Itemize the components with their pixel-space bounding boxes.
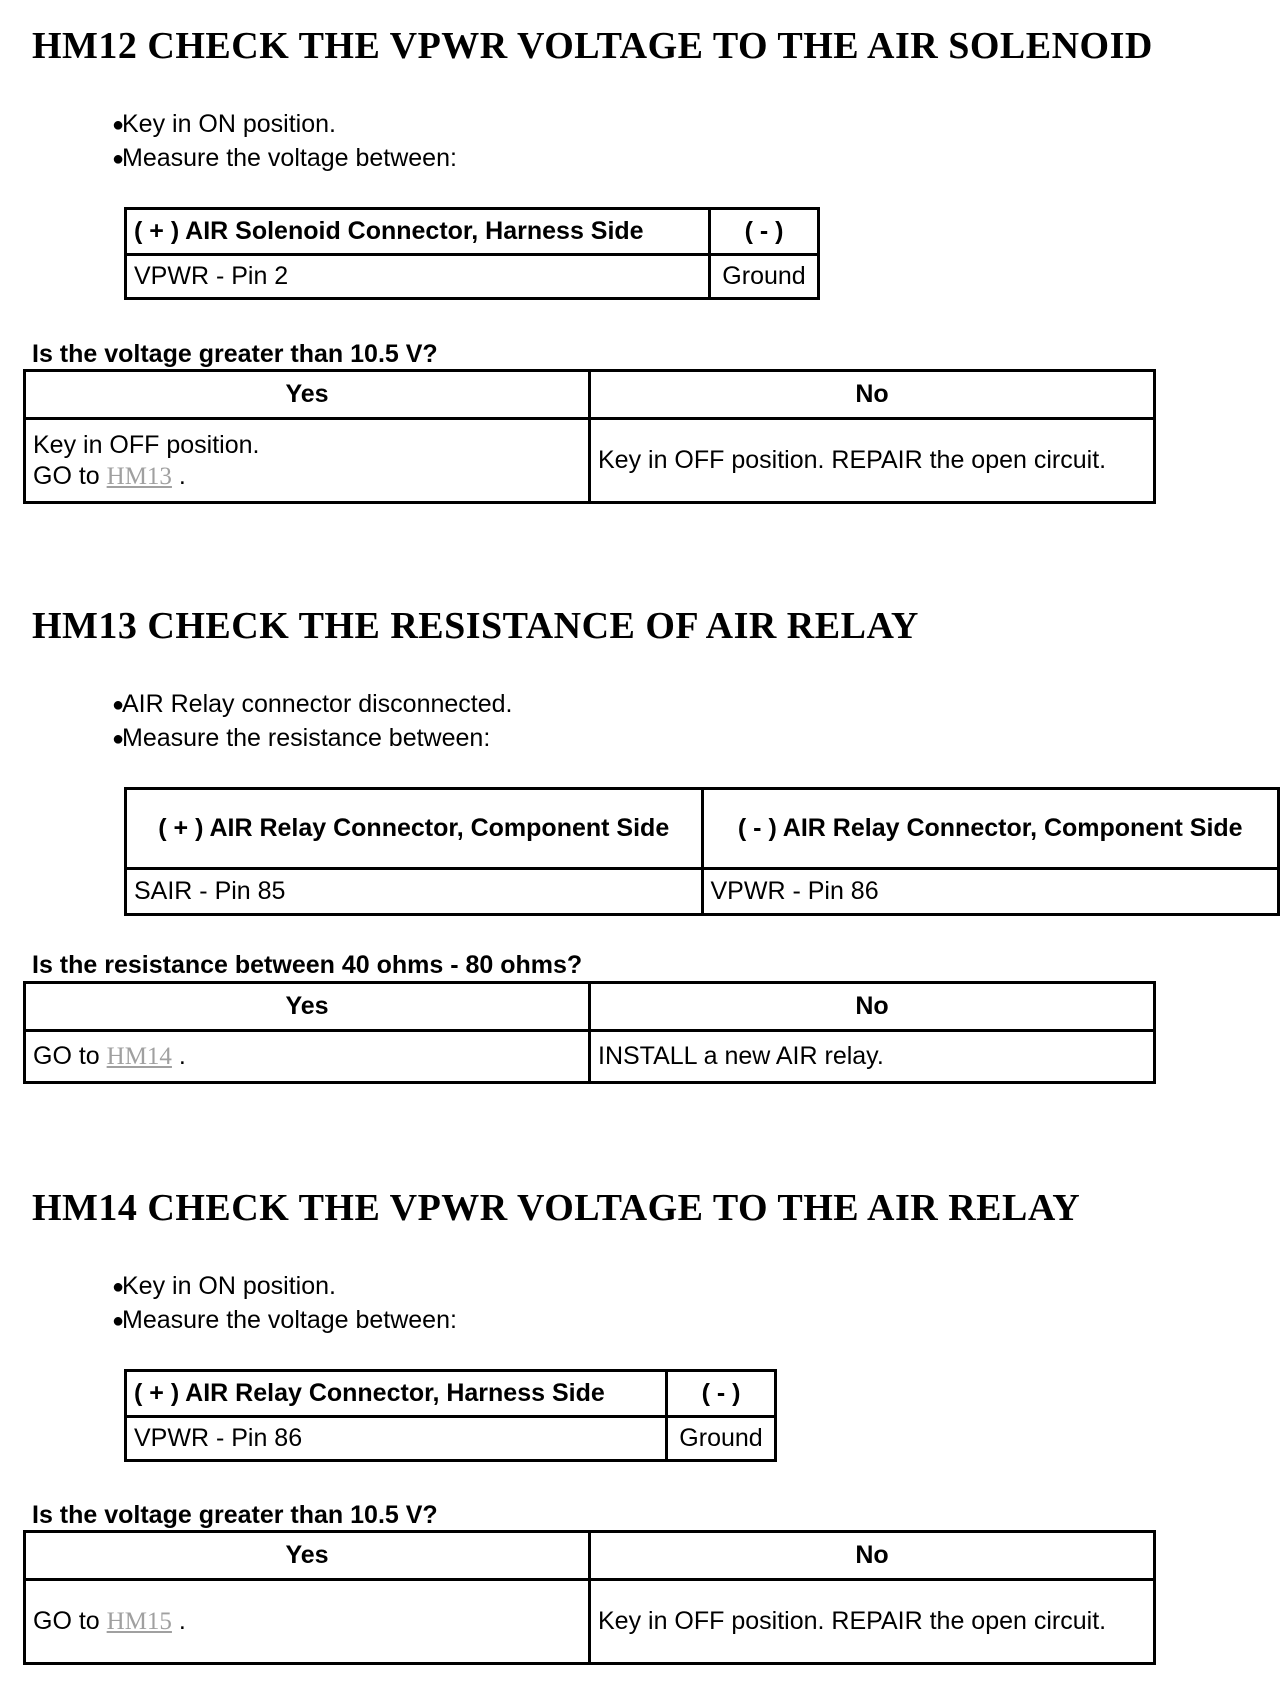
hm14-link[interactable]: HM14 (106, 1043, 172, 1070)
no-header: No (590, 1532, 1155, 1580)
bullet-icon: ● (112, 1310, 125, 1332)
neg-value: Ground (667, 1417, 776, 1461)
goto-label: GO to (33, 461, 100, 490)
goto-suffix: . (178, 461, 186, 490)
hm15-link[interactable]: HM15 (106, 1608, 172, 1635)
hm14-bullet-list (112, 1270, 457, 1338)
goto-label: GO to (33, 1042, 100, 1070)
hm13-heading: HM13 CHECK THE RESISTANCE OF AIR RELAY (32, 605, 919, 647)
neg-value: Ground (710, 255, 819, 299)
hm14-measure-table (124, 1369, 777, 1462)
hm14-answer-table (23, 1530, 1156, 1665)
hm13-measure-table (124, 787, 1280, 916)
yes-header: Yes (25, 983, 590, 1031)
bullet-item: ●Measure the voltage between: (112, 142, 457, 176)
neg-header: ( - ) (710, 209, 819, 255)
yes-cell (25, 1580, 590, 1664)
pos-header: ( + ) AIR Solenoid Connector, Harness Side (126, 209, 710, 255)
bullet-item: ●Key in ON position. (112, 108, 457, 142)
pos-header: ( + ) AIR Relay Connector, Harness Side (126, 1371, 667, 1417)
yes-header: Yes (25, 1532, 590, 1580)
hm12-measure-table (124, 207, 820, 300)
goto-suffix: . (178, 1607, 186, 1635)
pos-value: VPWR - Pin 86 (126, 1417, 667, 1461)
bullet-icon: ● (112, 694, 125, 716)
no-header: No (590, 371, 1155, 419)
neg-header: ( - ) AIR Relay Connector, Component Side (702, 789, 1279, 869)
hm14-heading: HM14 CHECK THE VPWR VOLTAGE TO THE AIR RELAY (32, 1187, 1081, 1229)
yes-cell (25, 1031, 590, 1083)
hm13-question: Is the resistance between 40 ohms - 80 ohms? (32, 951, 583, 979)
neg-value: VPWR - Pin 86 (702, 869, 1279, 915)
bullet-item: ●Key in ON position. (112, 1270, 457, 1304)
no-text: Key in OFF position. REPAIR the open circuit. (590, 419, 1155, 503)
pos-value: SAIR - Pin 85 (126, 869, 703, 915)
bullet-icon: ● (112, 114, 125, 136)
goto-suffix: . (178, 1042, 186, 1070)
bullet-item: ●AIR Relay connector disconnected. (112, 688, 513, 722)
goto-label: GO to (33, 1607, 100, 1635)
bullet-icon: ● (112, 1276, 125, 1298)
pos-value: VPWR - Pin 2 (126, 255, 710, 299)
hm14-question: Is the voltage greater than 10.5 V? (32, 1501, 438, 1529)
hm13-bullet-list (112, 688, 513, 756)
yes-cell (25, 419, 590, 503)
yes-header: Yes (25, 371, 590, 419)
yes-text: Key in OFF position. (33, 430, 260, 459)
pos-header: ( + ) AIR Relay Connector, Component Side (126, 789, 703, 869)
bullet-icon: ● (112, 728, 125, 750)
hm12-question: Is the voltage greater than 10.5 V? (32, 340, 438, 368)
hm12-bullet-list (112, 108, 457, 176)
hm12-heading: HM12 CHECK THE VPWR VOLTAGE TO THE AIR SOLENOID (32, 25, 1153, 67)
no-text: INSTALL a new AIR relay. (590, 1031, 1155, 1083)
no-header: No (590, 983, 1155, 1031)
hm12-answer-table (23, 369, 1156, 504)
hm13-link[interactable]: HM13 (106, 462, 172, 490)
bullet-item: ●Measure the voltage between: (112, 1304, 457, 1338)
neg-header: ( - ) (667, 1371, 776, 1417)
bullet-icon: ● (112, 148, 125, 170)
no-text: Key in OFF position. REPAIR the open circuit. (590, 1580, 1155, 1664)
bullet-item: ●Measure the resistance between: (112, 722, 513, 756)
hm13-answer-table (23, 981, 1156, 1084)
